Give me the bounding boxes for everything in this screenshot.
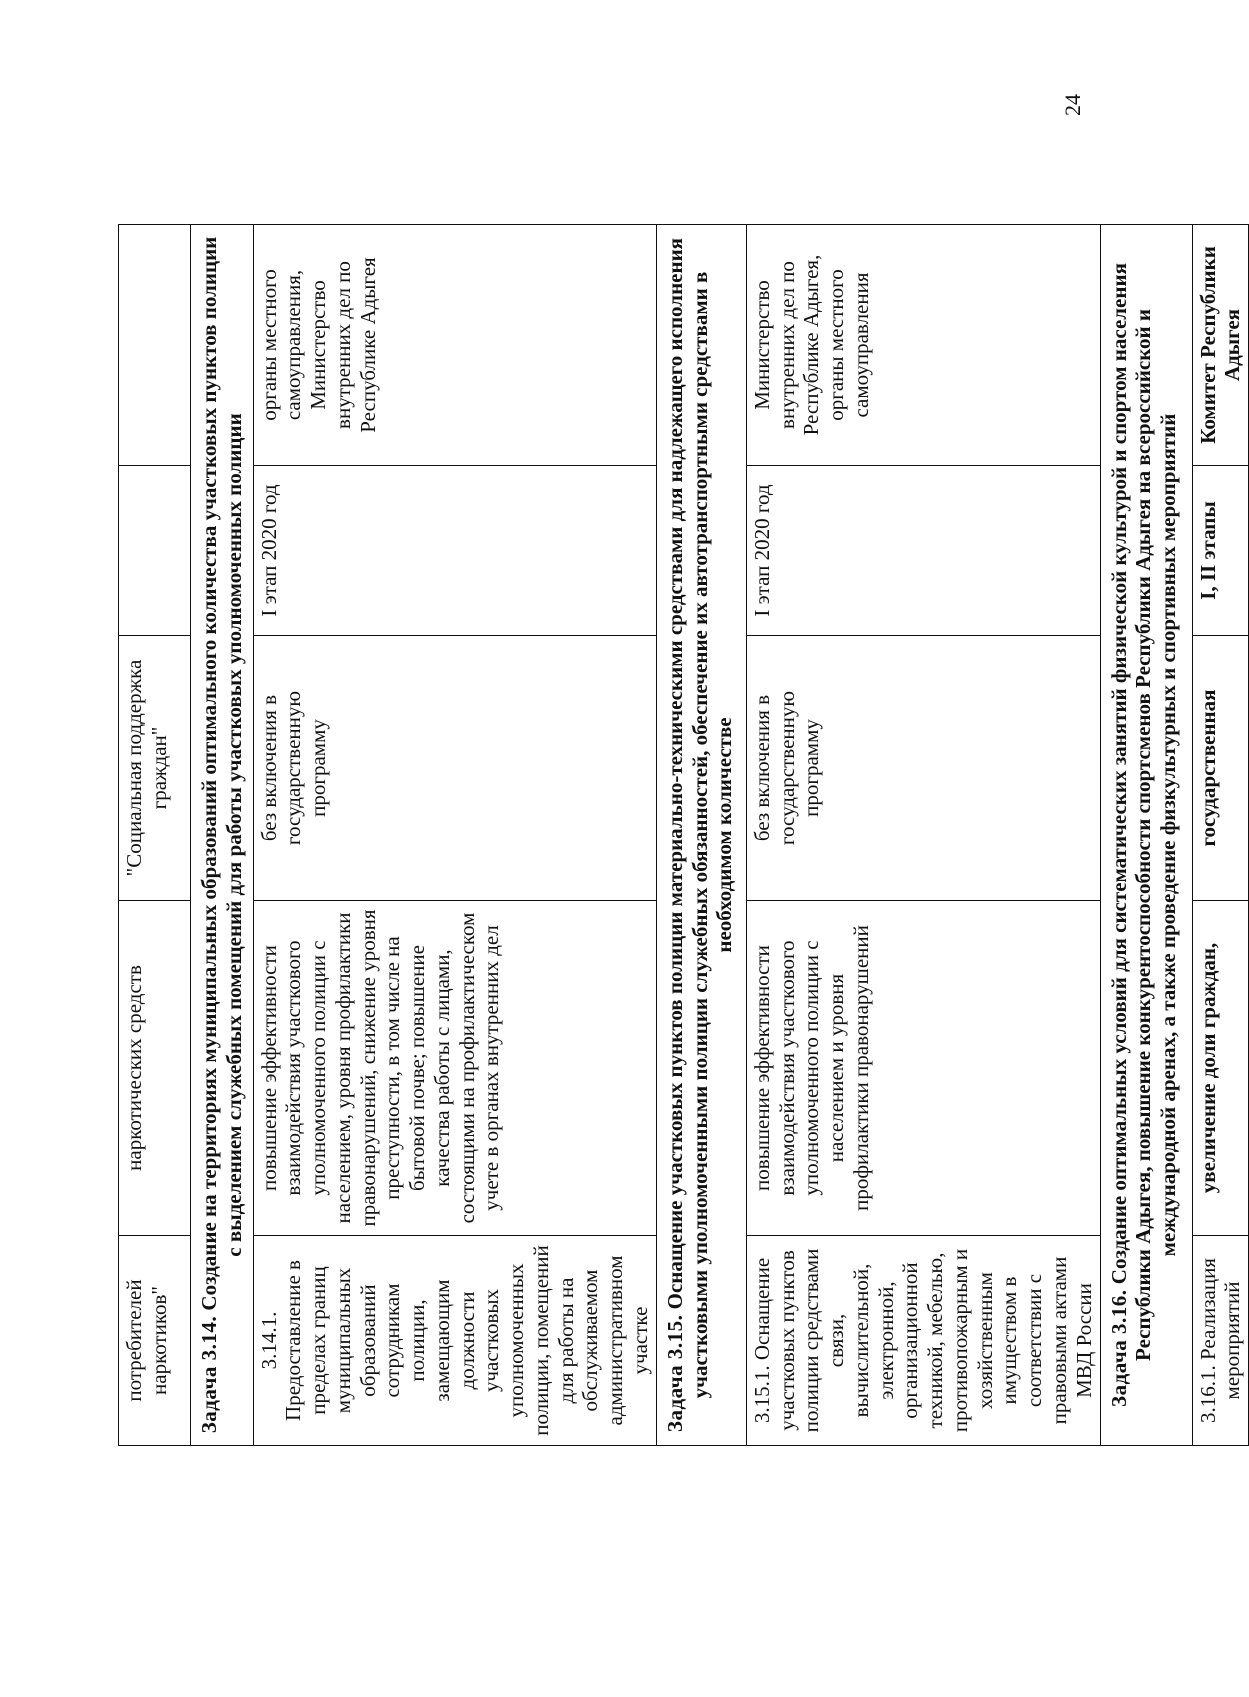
cell-executor: Министерство внутренних дел по Республике Адыгея, органы местного самоуправления [746,225,1100,466]
task-text: Оснащение участковых пунктов полиции материально-техническими средствами для надлежащего исполнения участковыми уполномоченными полиции служебных обязанностей, обеспечение их автотранспортными средствами в необходимом количестве [662,237,737,1399]
task-label: Задача 3.14. [197,1315,221,1434]
page-number: 24 [1060,94,1085,116]
table-row [746,225,1100,1446]
cell-measure: 3.16.1. Реализация мероприятий [1192,1236,1249,1446]
rotated-table-wrapper [118,225,1245,1446]
cell-measure: потребителей наркотиков" [119,1236,191,1446]
cell-result: наркотических средств [119,901,191,1236]
table-row [253,225,656,1446]
cell-stage [119,466,191,636]
cell-measure: 3.14.1. Предоставление в пределах границ муниципальных образований сотрудникам полиции, замещающим должности участковых уполномоченных полиции, помещений для работы на обслуживаемом административном участке [253,1236,656,1446]
cell-executor: органы местного самоуправления, Министерство внутренних дел по Республике Адыгея [253,225,656,466]
cell-program: без включения в государственную программу [746,636,1100,901]
cell-program: без включения в государственную программу [253,636,656,901]
table-row [1192,225,1249,1446]
cell-result: повышение эффективности взаимодействия участкового уполномоченного полиции с населением и уровня профилактики правонарушений [746,901,1100,1236]
cell-program: "Социальная поддержка граждан" [119,636,191,901]
task-label: Задача 3.16. [1106,1289,1131,1407]
task-3-15 [656,225,746,1446]
task-text: Создание оптимальных условий для систематических занятий физической культурой и спортом населения Республики Адыгея, повышение конкурентоспособности спортсменов Республики Адыгея на всероссийской и международной аренах, а также проведение физкультурных и спортивных мероприятий [1106,263,1181,1361]
cell-program: государственная [1192,636,1249,901]
cell-result: повышение эффективности взаимодействия участкового уполномоченного полиции с населением, уровня профилактики правонарушений, снижение уровня преступности, в том числе на бытовой почве; повышение качества работы с лицами, состоящими на профилактическом учете в органах внутренних дел [253,901,656,1236]
task-label: Задача 3.15. [662,1314,687,1433]
measures-table [118,224,1249,1446]
cell-result: увеличение доли граждан, [1192,901,1249,1236]
task-row [191,225,254,1446]
table-row [119,225,191,1446]
cell-stage: I этап 2020 год [746,466,1100,636]
task-3-16 [1100,225,1192,1446]
cell-executor [119,225,191,466]
cell-stage: I этап 2020 год [253,466,656,636]
task-row [1100,225,1192,1446]
cell-executor: Комитет Республики Адыгея [1192,225,1249,466]
task-3-14 [191,225,254,1446]
task-row [656,225,746,1446]
task-text: Создание на территориях муниципальных образований оптимального количества участковых пунктов полиции с выделением служебных помещений для работы участковых уполномоченных полиции [197,236,246,1311]
cell-measure: 3.15.1. Оснащение участковых пунктов полиции средствами связи, вычислительной, электронной, организационной техникой, мебелью, противопожарным и хозяйственным имуществом в соответствии с правовыми актами МВД России [746,1236,1100,1446]
cell-stage: I, II этапы [1192,466,1249,636]
